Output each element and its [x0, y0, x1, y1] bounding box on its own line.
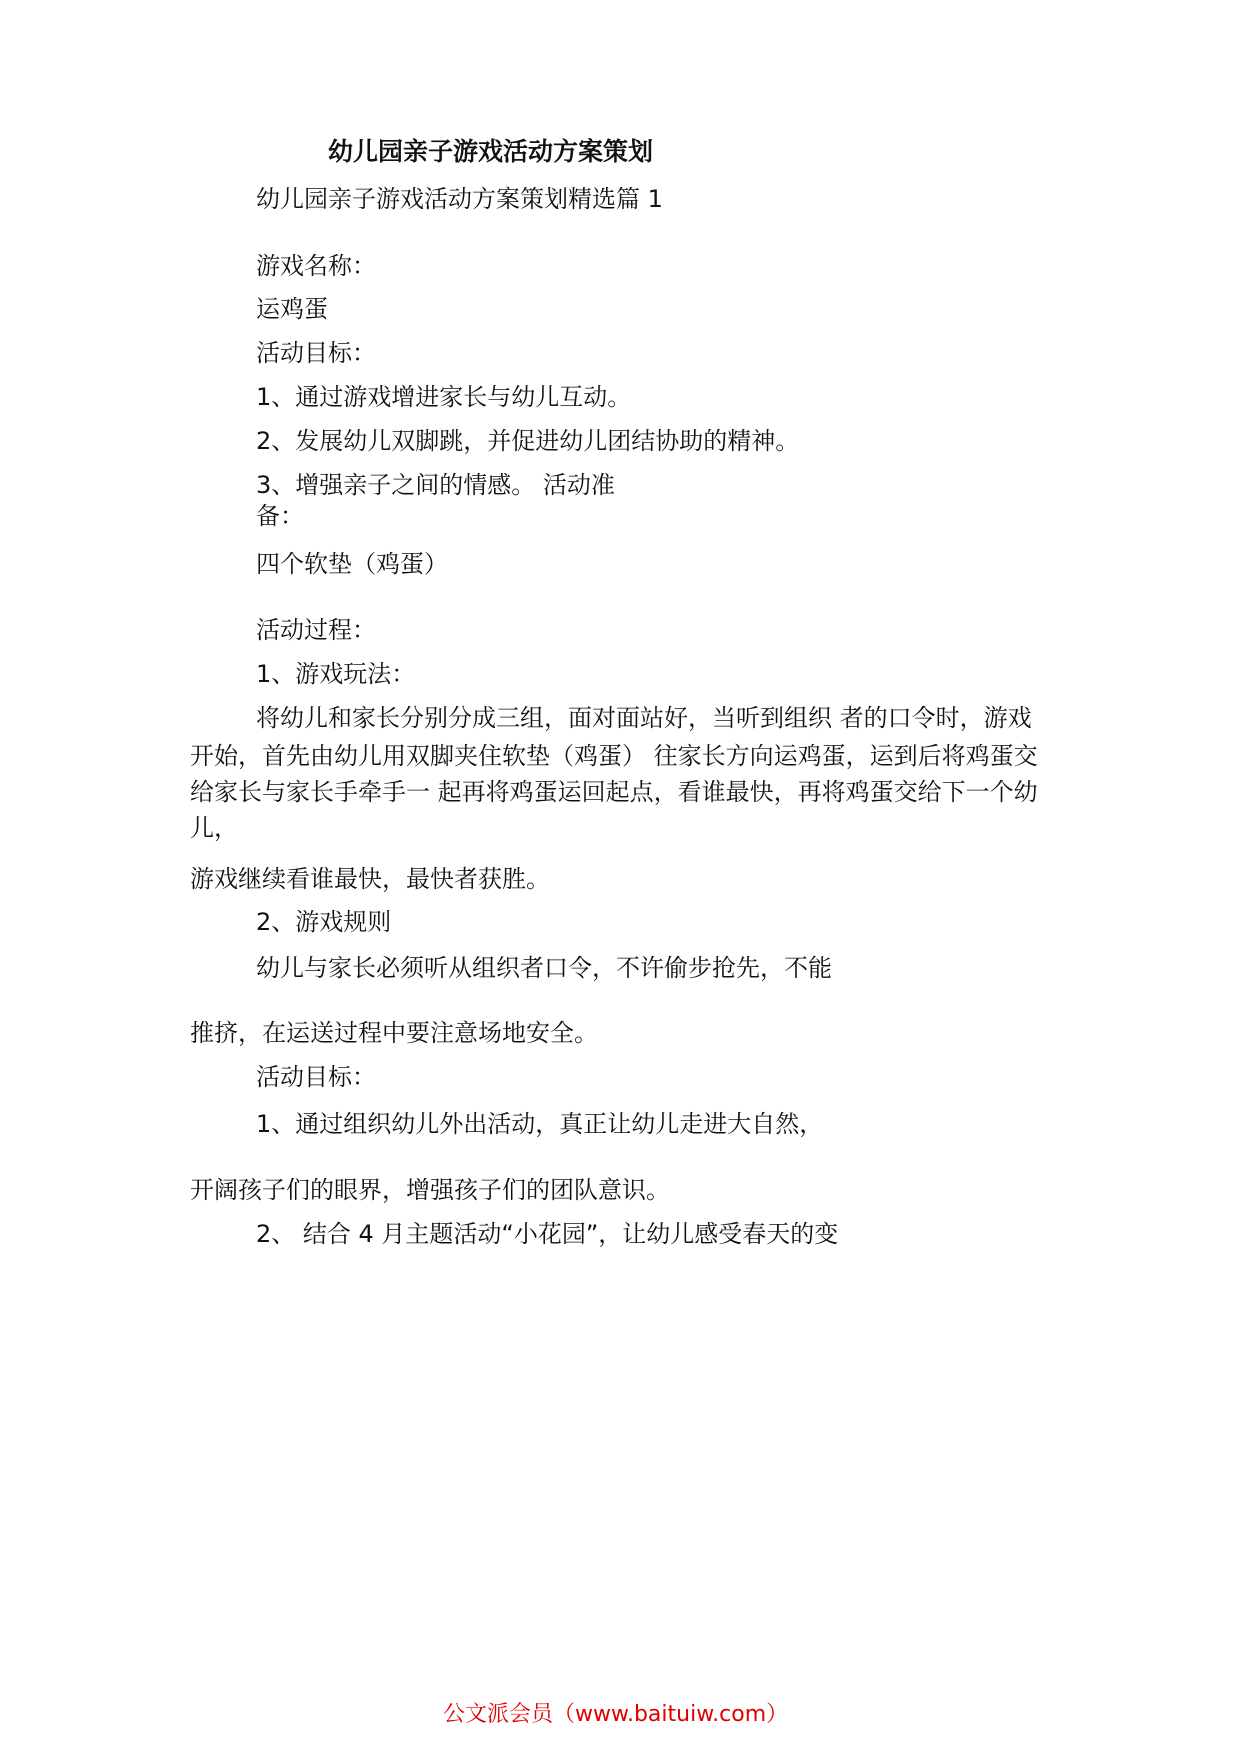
objective-item: 2、发展幼儿双脚跳，并促进幼儿团结协助的精神。 — [256, 427, 800, 455]
rules-heading: 2、游戏规则 — [256, 908, 392, 936]
preparation-item: 四个软垫（鸡蛋） — [256, 550, 448, 578]
game-name-value: 运鸡蛋 — [256, 295, 328, 323]
objective-heading: 活动目标： — [256, 1063, 376, 1091]
process-subheading: 1、游戏玩法： — [256, 660, 416, 688]
document-title: 幼儿园亲子游戏活动方案策划 — [328, 137, 654, 166]
objective-heading: 活动目标： — [256, 339, 376, 367]
paragraph-line: 推挤，在运送过程中要注意场地安全。 — [190, 1019, 598, 1047]
paragraph-line: 将幼儿和家长分别分成三组，面对面站好，当听到组织 者的口令时，游戏 — [256, 704, 1032, 732]
objective-item: 1、通过游戏增进家长与幼儿互动。 — [256, 383, 632, 411]
game-name-heading: 游戏名称： — [256, 252, 376, 280]
objective-item: 3、增强亲子之间的情感。 活动准 — [256, 471, 615, 499]
preparation-heading: 备： — [256, 502, 304, 530]
paragraph-line: 开阔孩子们的眼界，增强孩子们的团队意识。 — [190, 1176, 670, 1204]
paragraph-line: 儿， — [190, 814, 238, 842]
paragraph-line: 开始，首先由幼儿用双脚夹住软垫（鸡蛋） 往家长方向运鸡蛋，运到后将鸡蛋交 — [190, 742, 1038, 770]
paragraph-line: 游戏继续看谁最快，最快者获胜。 — [190, 865, 550, 893]
paragraph-line: 给家长与家长手牵手一 起再将鸡蛋运回起点，看谁最快，再将鸡蛋交给下一个幼 — [190, 778, 1038, 806]
paragraph-line: 幼儿与家长必须听从组织者口令，不许偷步抢先，不能 — [256, 954, 832, 982]
objective-item: 1、通过组织幼儿外出活动，真正让幼儿走进大自然， — [256, 1110, 824, 1138]
process-heading: 活动过程： — [256, 616, 376, 644]
document-subtitle: 幼儿园亲子游戏活动方案策划精选篇 1 — [256, 185, 663, 213]
objective-item: 2、 结合 4 月主题活动“小花园”，让幼儿感受春天的变 — [256, 1220, 839, 1248]
footer-watermark: 公文派会员（www.baituiw.com） — [443, 1702, 789, 1727]
